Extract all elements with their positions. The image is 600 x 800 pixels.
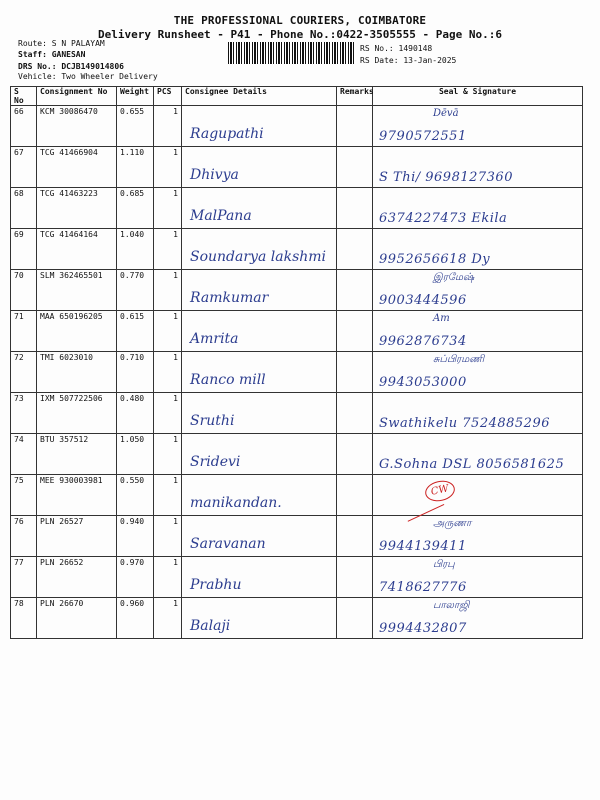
consignee-details <box>182 598 337 639</box>
signature-mark: அருணா <box>433 518 472 529</box>
weight-value: 1.040 <box>117 229 154 270</box>
signature-phone: S Thi/ 9698127360 <box>379 170 513 185</box>
table-row <box>11 311 583 352</box>
consignment-number: PLN 26527 <box>37 516 117 557</box>
consignee-name: Sridevi <box>190 454 241 470</box>
col-header: S No <box>11 87 37 106</box>
consignment-number: IXM 507722506 <box>37 393 117 434</box>
serial-number: 75 <box>11 475 37 516</box>
pieces-count: 1 <box>154 516 182 557</box>
consignee-name: Sruthi <box>190 413 235 429</box>
signature-mark: Am <box>433 313 450 324</box>
remarks-cell <box>337 270 373 311</box>
consignee-details <box>182 270 337 311</box>
table-row <box>11 475 583 516</box>
signature-phone: 9003444596 <box>379 293 467 308</box>
runsheet-title: Delivery Runsheet - P41 - Phone No.:0422-3505555 - Page No.:6 <box>98 28 502 41</box>
weight-value: 0.960 <box>117 598 154 639</box>
consignee-name: Soundarya lakshmi <box>190 249 327 265</box>
pieces-count: 1 <box>154 598 182 639</box>
signature-phone: 7418627776 <box>379 580 467 595</box>
table-row <box>11 598 583 639</box>
col-header: Seal & Signature <box>373 87 583 106</box>
weight-value: 0.550 <box>117 475 154 516</box>
seal-signature <box>373 434 583 475</box>
weight-value: 0.970 <box>117 557 154 598</box>
barcode <box>228 42 356 64</box>
pieces-count: 1 <box>154 229 182 270</box>
serial-number: 67 <box>11 147 37 188</box>
remarks-cell <box>337 106 373 147</box>
weight-value: 1.050 <box>117 434 154 475</box>
table-row <box>11 229 583 270</box>
consignee-name: MalPana <box>190 208 252 224</box>
seal-signature <box>373 311 583 352</box>
remarks-cell <box>337 352 373 393</box>
drs-number: DRS No.: DCJB149014806 <box>18 62 124 71</box>
serial-number: 76 <box>11 516 37 557</box>
signature-phone: 9790572551 <box>379 129 467 144</box>
table-header <box>11 87 583 106</box>
col-header: Remarks <box>337 87 373 106</box>
serial-number: 68 <box>11 188 37 229</box>
table-row <box>11 147 583 188</box>
consignee-details <box>182 188 337 229</box>
seal-signature <box>373 147 583 188</box>
signature-phone: Swathikelu 7524885296 <box>379 416 550 431</box>
consignee-name: Prabhu <box>190 577 242 593</box>
table-row <box>11 106 583 147</box>
table-row <box>11 557 583 598</box>
consignee-details <box>182 434 337 475</box>
table-row <box>11 352 583 393</box>
consignment-number: TCG 41466904 <box>37 147 117 188</box>
serial-number: 71 <box>11 311 37 352</box>
pieces-count: 1 <box>154 147 182 188</box>
serial-number: 77 <box>11 557 37 598</box>
col-header: PCS <box>154 87 182 106</box>
consignee-details <box>182 393 337 434</box>
rs-number: RS No.: 1490148 <box>360 44 433 53</box>
seal-signature <box>373 516 583 557</box>
remarks-cell <box>337 188 373 229</box>
consignee-details <box>182 229 337 270</box>
route-label: Route: S N PALAYAM <box>18 39 105 48</box>
pieces-count: 1 <box>154 352 182 393</box>
pieces-count: 1 <box>154 270 182 311</box>
col-header: Consignee Details <box>182 87 337 106</box>
pieces-count: 1 <box>154 106 182 147</box>
signature-phone: 9943053000 <box>379 375 467 390</box>
weight-value: 0.480 <box>117 393 154 434</box>
table-row <box>11 270 583 311</box>
consignee-details <box>182 516 337 557</box>
seal-signature <box>373 106 583 147</box>
delivery-table <box>10 86 583 639</box>
signature-phone: 9952656618 Dy <box>379 252 491 267</box>
consignment-number: MAA 650196205 <box>37 311 117 352</box>
consignment-number: PLN 26652 <box>37 557 117 598</box>
signature-mark: சுப்பிரமணி <box>433 354 485 365</box>
seal-signature <box>373 598 583 639</box>
consignment-number: MEE 930003981 <box>37 475 117 516</box>
serial-number: 66 <box>11 106 37 147</box>
signature-phone: 9962876734 <box>379 334 467 349</box>
consignee-details <box>182 106 337 147</box>
weight-value: 0.685 <box>117 188 154 229</box>
consignment-number: BTU 357512 <box>37 434 117 475</box>
seal-signature <box>373 188 583 229</box>
seal-signature <box>373 475 583 516</box>
consignee-name: Amrita <box>190 331 239 347</box>
col-header: Consignment No <box>37 87 117 106</box>
remarks-cell <box>337 147 373 188</box>
consignee-details <box>182 147 337 188</box>
signature-mark: Dēvā <box>433 108 459 119</box>
remarks-cell <box>337 229 373 270</box>
remarks-cell <box>337 311 373 352</box>
serial-number: 78 <box>11 598 37 639</box>
signature-phone: G.Sohna DSL 8056581625 <box>379 457 565 472</box>
seal-signature <box>373 393 583 434</box>
consignee-name: Balaji <box>190 618 231 634</box>
remarks-cell <box>337 557 373 598</box>
serial-number: 73 <box>11 393 37 434</box>
seal-signature <box>373 270 583 311</box>
consignee-details <box>182 557 337 598</box>
consignee-name: Dhivya <box>190 167 239 183</box>
consignee-name: Ragupathi <box>190 126 264 142</box>
remarks-cell <box>337 598 373 639</box>
signature-phone: 6374227473 Ekila <box>379 211 508 226</box>
serial-number: 74 <box>11 434 37 475</box>
weight-value: 0.615 <box>117 311 154 352</box>
signature-mark: பிரபு <box>433 559 455 570</box>
serial-number: 69 <box>11 229 37 270</box>
consignee-details <box>182 475 337 516</box>
remarks-cell <box>337 393 373 434</box>
consignee-name: Saravanan <box>190 536 266 552</box>
serial-number: 72 <box>11 352 37 393</box>
consignment-number: TMI 6023010 <box>37 352 117 393</box>
col-header: Weight <box>117 87 154 106</box>
remarks-cell <box>337 434 373 475</box>
consignee-name: Ramkumar <box>190 290 269 306</box>
consignee-details <box>182 352 337 393</box>
consignment-number: PLN 26670 <box>37 598 117 639</box>
pieces-count: 1 <box>154 188 182 229</box>
staff-label: Staff: GANESAN <box>18 50 86 59</box>
cw-stamp: CW <box>423 478 457 504</box>
pieces-count: 1 <box>154 557 182 598</box>
pieces-count: 1 <box>154 475 182 516</box>
serial-number: 70 <box>11 270 37 311</box>
remarks-cell <box>337 475 373 516</box>
seal-signature <box>373 557 583 598</box>
pieces-count: 1 <box>154 393 182 434</box>
weight-value: 0.710 <box>117 352 154 393</box>
vehicle-label: Vehicle: Two Wheeler Delivery <box>18 72 158 81</box>
consignment-number: TCG 41463223 <box>37 188 117 229</box>
weight-value: 0.655 <box>117 106 154 147</box>
table-row <box>11 188 583 229</box>
table-row <box>11 393 583 434</box>
consignment-number: TCG 41464164 <box>37 229 117 270</box>
weight-value: 0.770 <box>117 270 154 311</box>
rs-date: RS Date: 13-Jan-2025 <box>360 56 457 65</box>
signature-mark: இரமேஷ் <box>433 272 475 283</box>
company-name: THE PROFESSIONAL COURIERS, COIMBATORE <box>173 14 427 27</box>
table-row <box>11 434 583 475</box>
pieces-count: 1 <box>154 434 182 475</box>
signature-mark: பாலாஜி <box>433 600 470 611</box>
weight-value: 0.940 <box>117 516 154 557</box>
seal-signature <box>373 352 583 393</box>
consignee-name: Ranco mill <box>190 372 266 388</box>
signature-phone: 9944139411 <box>379 539 467 554</box>
weight-value: 1.110 <box>117 147 154 188</box>
consignee-details <box>182 311 337 352</box>
pieces-count: 1 <box>154 311 182 352</box>
seal-signature <box>373 229 583 270</box>
remarks-cell <box>337 516 373 557</box>
signature-phone: 9994432807 <box>379 621 467 636</box>
consignment-number: KCM 30086470 <box>37 106 117 147</box>
consignment-number: SLM 362465501 <box>37 270 117 311</box>
consignee-name: manikandan. <box>190 495 282 511</box>
table-row <box>11 516 583 557</box>
